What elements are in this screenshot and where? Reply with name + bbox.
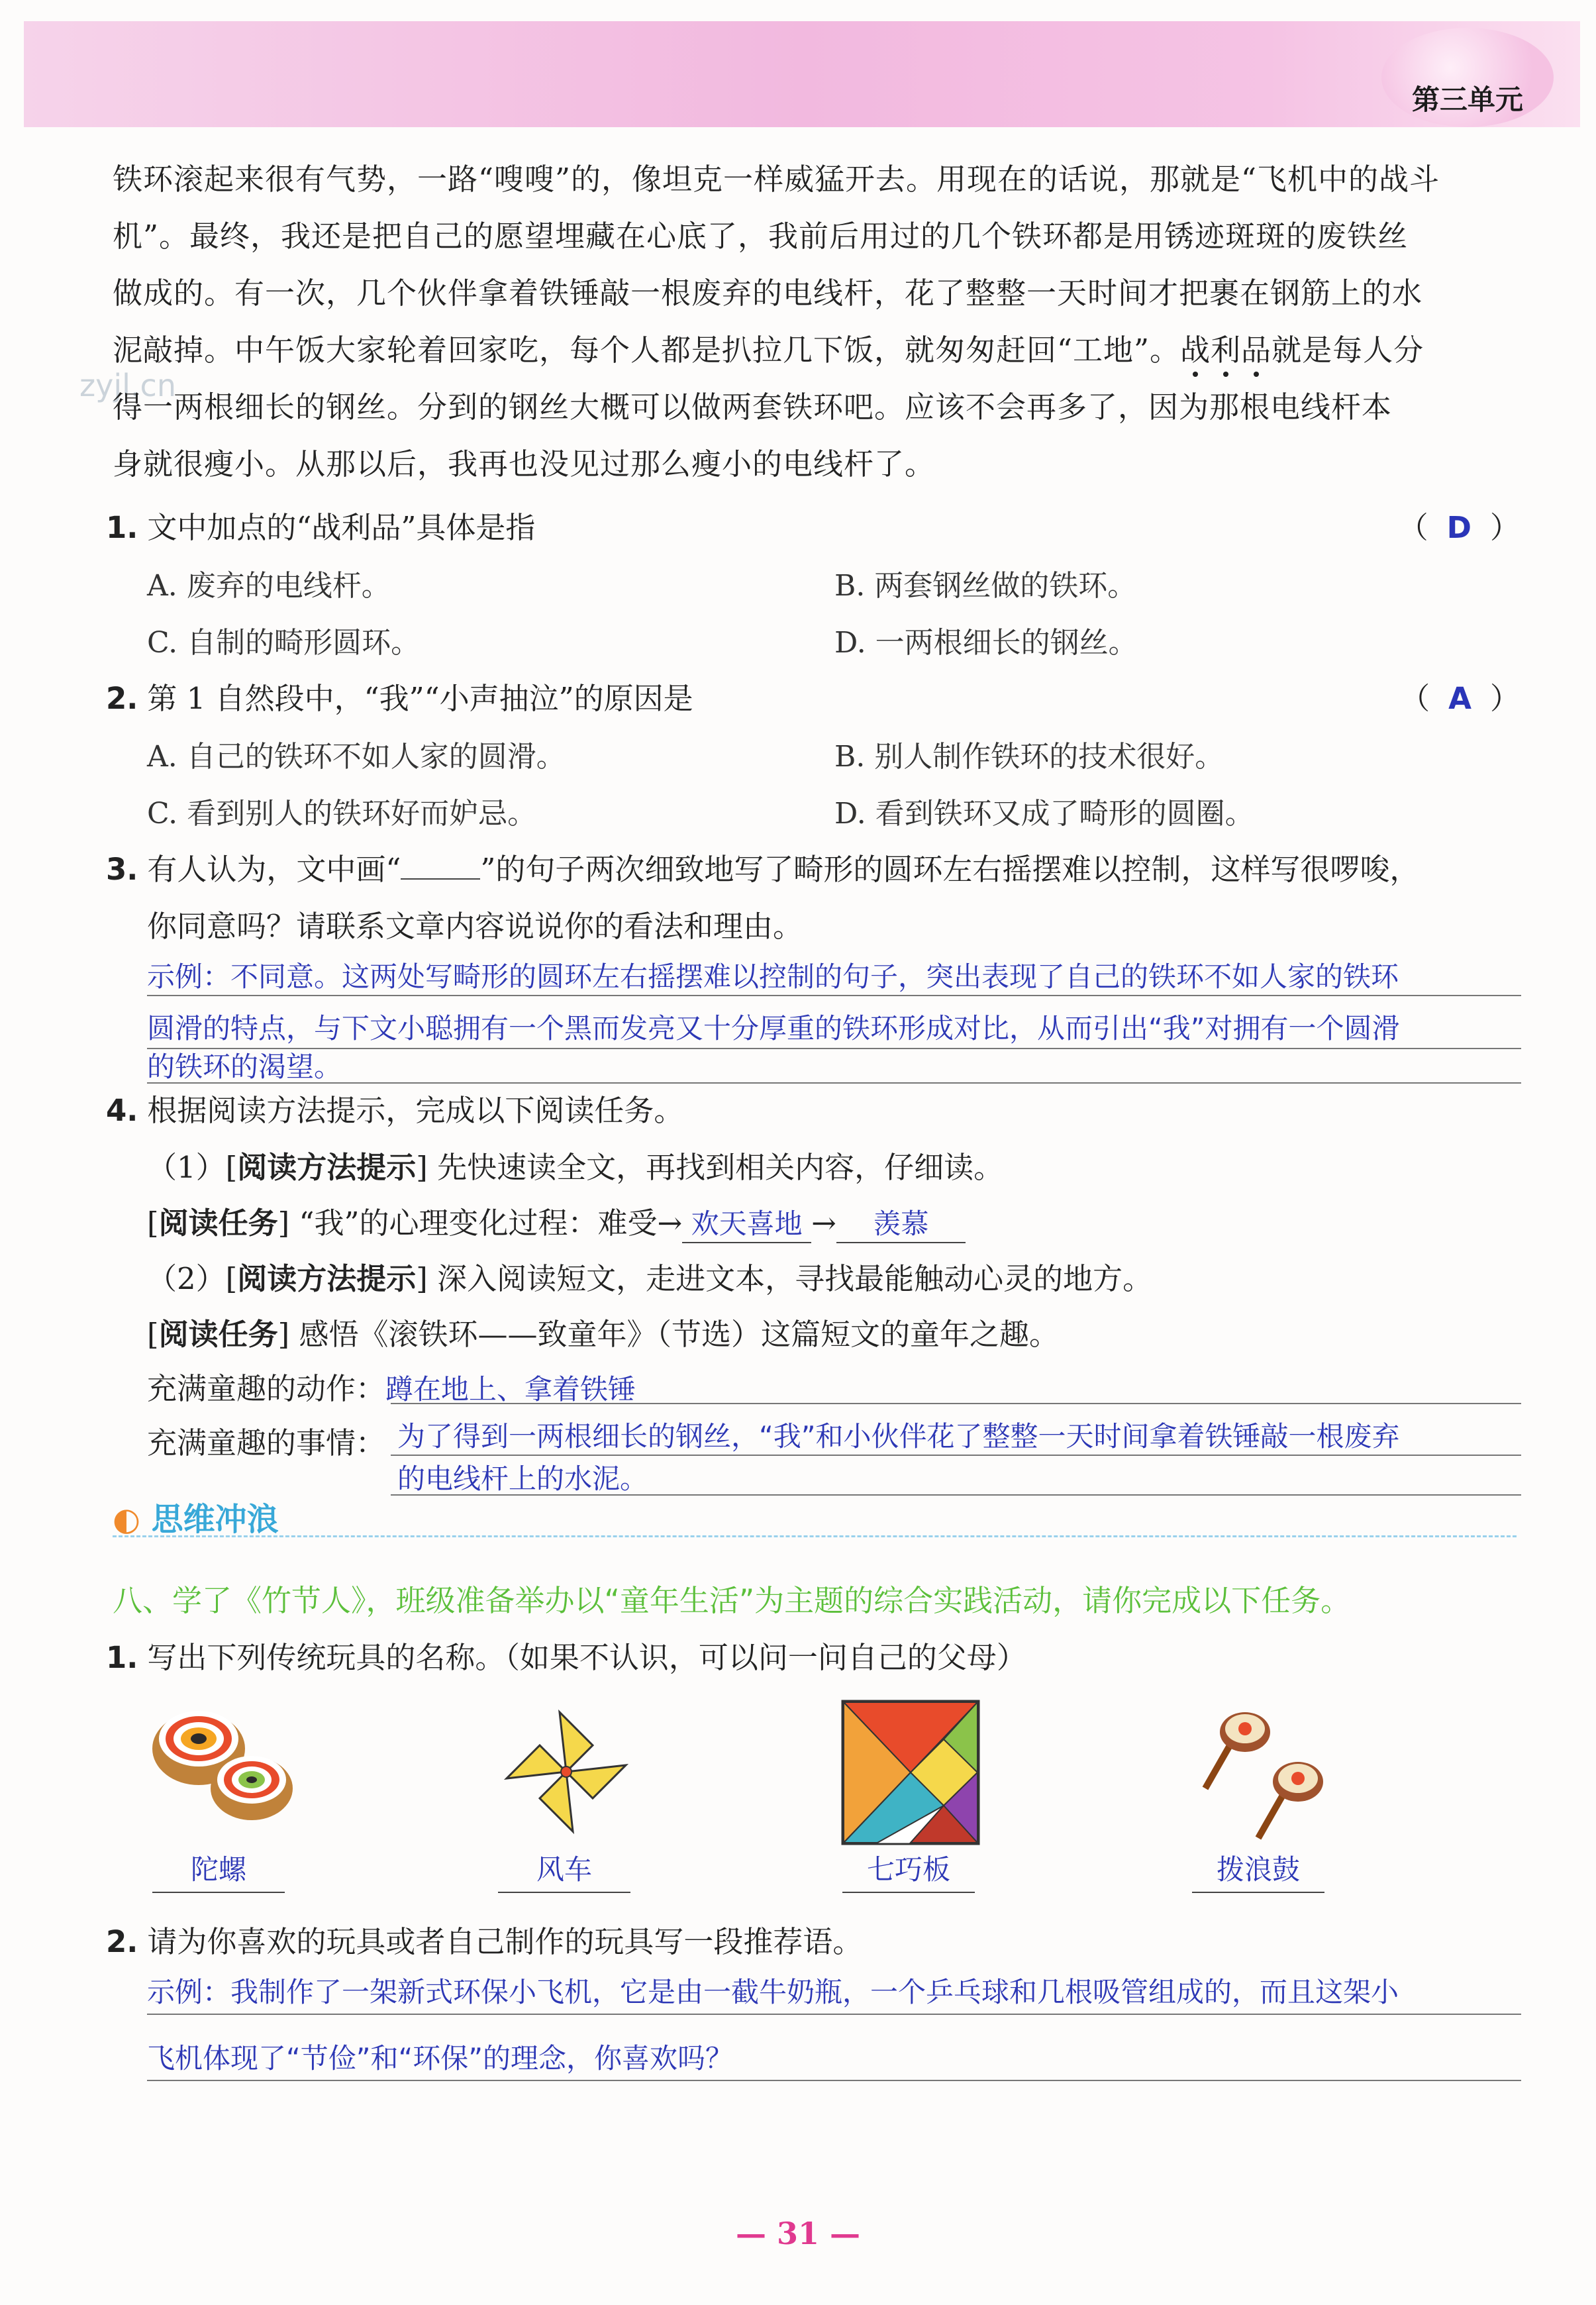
unit-label: 第三单元 bbox=[1411, 83, 1523, 116]
q2-option-c: C. 看到别人的铁环好而妒忌。 bbox=[147, 797, 537, 831]
question-3: 3. 有人认为，文中画“ ”的句子两次细致地写了畸形的圆环左右摇摆难以控制，这样写很啰唆， bbox=[106, 852, 1420, 887]
q2-answer-paren: （ A ） bbox=[1400, 681, 1520, 716]
answer-rule bbox=[147, 2014, 1521, 2015]
q4-action-answer: 蹲在地上、拿着铁锤 bbox=[385, 1373, 636, 1406]
passage-line: 机”。最终，我还是把自己的愿望埋藏在心底了，我前后用过的几个铁环都是用锈迹斑斑的废铁丝 bbox=[113, 219, 1409, 254]
part8-question-2: 2. 请为你喜欢的玩具或者自己制作的玩具写一段推荐语。 bbox=[106, 1924, 863, 1959]
q3-answer-line: 示例：不同意。这两处写畸形的圆环左右摇摆难以控制的句子，突出表现了自己的铁环不如人家的铁环 bbox=[147, 960, 1399, 993]
toy-answer-tangram: 七巧板 bbox=[842, 1848, 975, 1893]
passage-line-with-dots bbox=[113, 322, 1517, 379]
tangram-icon bbox=[841, 1700, 980, 1845]
underline-mark bbox=[401, 878, 480, 880]
q4-sub1: （1）[阅读方法提示] 先快速读全文，再找到相关内容，仔细读。 bbox=[147, 1150, 1004, 1185]
answer-rule bbox=[147, 1082, 1521, 1084]
section-title: ◐ 思维冲浪 bbox=[113, 1501, 279, 1538]
q2-option-a: A. 自己的铁环不如人家的圆滑。 bbox=[147, 740, 566, 774]
passage-text: 泥敲掉。中午饭大家轮着回家吃，每个人都是扒拉几下饭，就匆匆赶回“工地”。 bbox=[113, 333, 1181, 368]
q1-option-b: B. 两套钢丝做的铁环。 bbox=[834, 569, 1137, 603]
toy-answer-pinwheel: 风车 bbox=[498, 1848, 630, 1893]
dotted-char: 利 bbox=[1211, 333, 1241, 368]
q4-task2: [阅读任务] 感悟《滚铁环——致童年》（节选）这篇短文的童年之趣。 bbox=[147, 1317, 1059, 1352]
q4-thing-label: 充满童趣的事情： bbox=[147, 1425, 386, 1460]
part8-q2-answer-line: 示例：我制作了一架新式环保小飞机，它是由一截牛奶瓶，一个乒乓球和几根吸管组成的，而且这架小 bbox=[147, 1976, 1399, 2008]
q2-option-b: B. 别人制作铁环的技术很好。 bbox=[834, 740, 1224, 774]
section-swirl-icon: ◐ bbox=[113, 1501, 140, 1538]
q1-option-c: C. 自制的畸形圆环。 bbox=[147, 626, 421, 660]
q1-option-d: D. 一两根细长的钢丝。 bbox=[834, 626, 1138, 660]
passage-line: 做成的。有一次，几个伙伴拿着铁锤敲一根废弃的电线杆，花了整整一天时间才把裹在钢筋上的水 bbox=[113, 276, 1423, 311]
q4-thing-answer: 为了得到一两根细长的钢丝，“我”和小伙伴花了整整一天时间拿着铁锤敲一根废弃 bbox=[397, 1420, 1400, 1453]
q1-option-a: A. 废弃的电线杆。 bbox=[147, 569, 391, 603]
answer-rule bbox=[147, 2080, 1521, 2081]
section-divider bbox=[113, 1535, 1517, 1537]
watermark: zyjl.cn bbox=[79, 368, 176, 403]
q3-answer-line: 的铁环的渴望。 bbox=[147, 1050, 342, 1083]
answer-rule bbox=[391, 1455, 1521, 1456]
passage-text: 就是每人分 bbox=[1272, 333, 1424, 368]
part8-title: 八、学了《竹节人》，班级准备举办以“童年生活”为主题的综合实践活动，请你完成以下任务。 bbox=[113, 1583, 1351, 1618]
q3-answer-line: 圆滑的特点，与下文小聪拥有一个黑而发亮又十分厚重的铁环形成对比，从而引出“我”对拥有一个圆滑 bbox=[147, 1012, 1400, 1045]
toy-answer-spinning-top: 陀螺 bbox=[152, 1848, 285, 1893]
answer-rule bbox=[391, 1494, 1521, 1496]
q1-answer: D bbox=[1446, 510, 1471, 545]
dotted-char: 品 bbox=[1241, 333, 1272, 368]
question-2: 2. 第 1 自然段中，“我”“小声抽泣”的原因是 bbox=[106, 681, 693, 716]
q4-thing-answer: 的电线杆上的水泥。 bbox=[397, 1462, 648, 1495]
dotted-char: 战 bbox=[1180, 333, 1211, 368]
q4-sub2: （2）[阅读方法提示] 深入阅读短文，走进文本，寻找最能触动心灵的地方。 bbox=[147, 1261, 1153, 1296]
part8-q2-answer-line: 飞机体现了“节俭”和“环保”的理念，你喜欢吗？ bbox=[147, 2042, 734, 2074]
pinwheel-icon bbox=[500, 1706, 632, 1838]
q4-task1: [阅读任务] “我”的心理变化过程：难受→ 欢天喜地 → 羡慕 bbox=[147, 1199, 966, 1243]
q2-answer: A bbox=[1448, 681, 1471, 716]
toy-answer-rattle-drum: 拨浪鼓 bbox=[1192, 1848, 1324, 1893]
question-1: 1. 文中加点的“战利品”具体是指 bbox=[106, 510, 536, 545]
passage-line: 身就很瘦小。从那以后，我再也没见过那么瘦小的电线杆了。 bbox=[113, 446, 936, 482]
page-header-banner bbox=[24, 21, 1580, 127]
spinning-top-icon bbox=[146, 1702, 305, 1828]
part8-question-1: 1. 写出下列传统玩具的名称。（如果不认识，可以问一问自己的父母） bbox=[106, 1640, 1026, 1675]
q1-answer-paren: （ D ） bbox=[1398, 510, 1520, 545]
question-4: 4. 根据阅读方法提示，完成以下阅读任务。 bbox=[106, 1093, 684, 1128]
answer-rule bbox=[147, 995, 1521, 996]
q2-option-d: D. 看到铁环又成了畸形的圆圈。 bbox=[834, 797, 1254, 831]
q4-task1-answer-1: 欢天喜地 bbox=[682, 1202, 811, 1243]
passage-line: 铁环滚起来很有气势，一路“嗖嗖”的，像坦克一样威猛开去。用现在的话说，那就是“飞机中的战斗 bbox=[113, 162, 1440, 197]
passage-line: 得一两根细长的钢丝。分到的钢丝大概可以做两套铁环吧。应该不会再多了，因为那根电线杆本 bbox=[113, 389, 1393, 425]
answer-rule bbox=[391, 1403, 1521, 1404]
page-number: — 31 — bbox=[735, 2216, 861, 2251]
rattle-drum-icon bbox=[1192, 1702, 1338, 1841]
question-3-line2: 你同意吗？请联系文章内容说说你的看法和理由。 bbox=[147, 909, 803, 944]
q4-task1-answer-2: 羡慕 bbox=[836, 1202, 966, 1243]
q4-action: 充满童趣的动作：蹲在地上、拿着铁锤 bbox=[147, 1371, 636, 1406]
